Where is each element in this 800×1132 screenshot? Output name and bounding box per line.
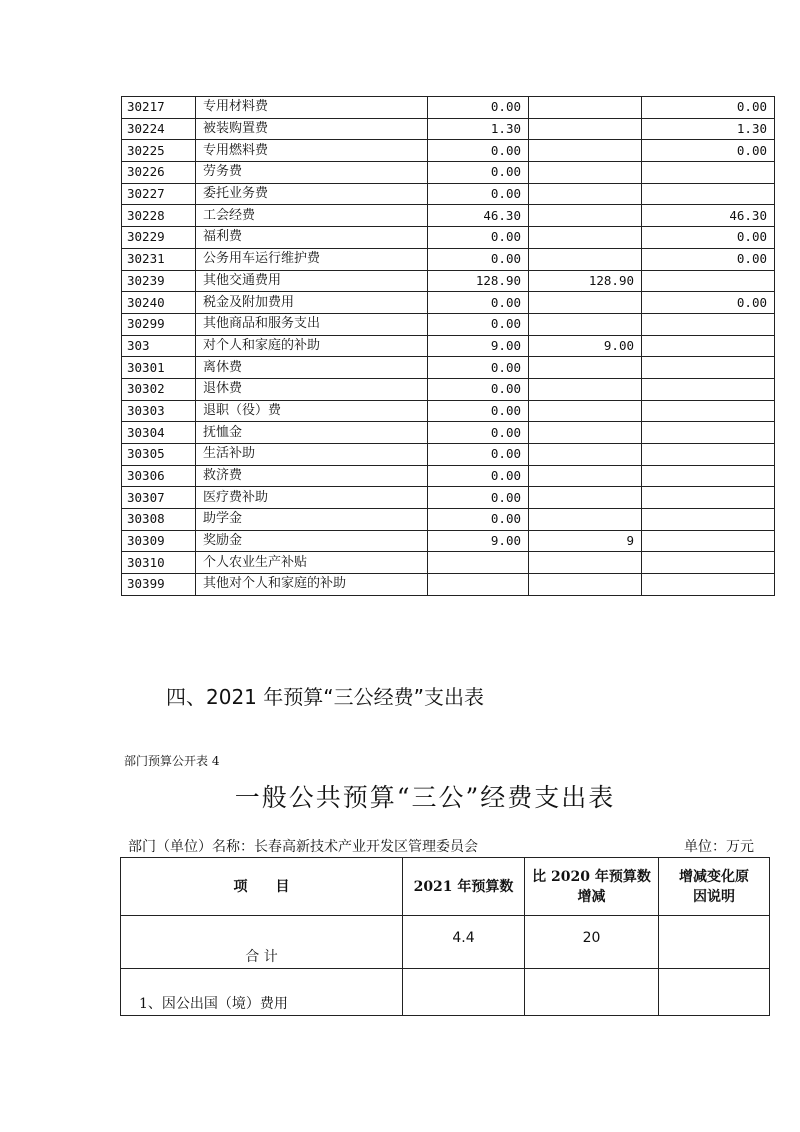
account-name: 工会经费 <box>196 205 428 227</box>
amount-total: 128.90 <box>428 270 529 292</box>
amount-total: 46.30 <box>428 205 529 227</box>
account-name: 退休费 <box>196 378 428 400</box>
amount-total <box>428 574 529 596</box>
account-code: 30224 <box>122 118 196 140</box>
amount-basic <box>529 378 642 400</box>
account-code: 30231 <box>122 248 196 270</box>
amount-total: 0.00 <box>428 509 529 531</box>
table-row <box>122 487 775 509</box>
account-code: 303 <box>122 335 196 357</box>
amount-basic <box>529 465 642 487</box>
account-code: 30239 <box>122 270 196 292</box>
amount-basic <box>529 574 642 596</box>
amount-total: 0.00 <box>428 422 529 444</box>
account-name: 委托业务费 <box>196 183 428 205</box>
account-name: 专用燃料费 <box>196 140 428 162</box>
amount-basic <box>529 292 642 314</box>
account-code: 30310 <box>122 552 196 574</box>
account-code: 30302 <box>122 378 196 400</box>
amount-project: 0.00 <box>642 227 775 249</box>
table-row <box>122 205 775 227</box>
account-name: 其他对个人和家庭的补助 <box>196 574 428 596</box>
table-row <box>122 292 775 314</box>
account-code: 30229 <box>122 227 196 249</box>
amount-basic <box>529 205 642 227</box>
amount-basic <box>529 400 642 422</box>
amount-basic <box>529 552 642 574</box>
total-label: 合 计 <box>245 949 278 965</box>
account-name: 福利费 <box>196 227 428 249</box>
table-row <box>122 227 775 249</box>
amount-project: 0.00 <box>642 248 775 270</box>
item-reason-cell <box>659 969 770 1016</box>
item-label-cell <box>121 969 403 1016</box>
table-row <box>122 422 775 444</box>
account-name: 专用材料费 <box>196 97 428 119</box>
account-code: 30228 <box>122 205 196 227</box>
amount-project: 0.00 <box>642 292 775 314</box>
item-change-cell <box>525 969 659 1016</box>
account-name: 救济费 <box>196 465 428 487</box>
amount-total: 0.00 <box>428 400 529 422</box>
amount-total: 0.00 <box>428 140 529 162</box>
form-title: 一般公共预算“三公”经费支出表 <box>234 783 616 812</box>
amount-total: 9.00 <box>428 530 529 552</box>
table-row <box>122 140 775 162</box>
account-name: 医疗费补助 <box>196 487 428 509</box>
account-code: 30307 <box>122 487 196 509</box>
account-code: 30227 <box>122 183 196 205</box>
account-name: 公务用车运行维护费 <box>196 248 428 270</box>
amount-basic <box>529 183 642 205</box>
account-name: 抚恤金 <box>196 422 428 444</box>
total-change-cell <box>525 916 659 969</box>
amount-total: 0.00 <box>428 227 529 249</box>
total-budget: 4.4 <box>452 930 475 946</box>
table-row <box>122 313 775 335</box>
account-code: 30217 <box>122 97 196 119</box>
total-reason-cell <box>659 916 770 969</box>
amount-total: 0.00 <box>428 465 529 487</box>
header-change: 比 2020 年预算数 增减 <box>525 858 659 916</box>
sangong-header-row <box>121 858 770 916</box>
sangong-item-row <box>121 969 770 1016</box>
amount-basic <box>529 357 642 379</box>
account-code: 30306 <box>122 465 196 487</box>
amount-basic: 128.90 <box>529 270 642 292</box>
amount-project <box>642 552 775 574</box>
amount-project <box>642 313 775 335</box>
account-name: 退职（役）费 <box>196 400 428 422</box>
amount-basic: 9 <box>529 530 642 552</box>
table-row <box>122 400 775 422</box>
account-name: 劳务费 <box>196 162 428 184</box>
amount-total: 0.00 <box>428 162 529 184</box>
amount-project <box>642 574 775 596</box>
account-name: 个人农业生产补贴 <box>196 552 428 574</box>
amount-basic <box>529 422 642 444</box>
header-reason: 增减变化原 因说明 <box>659 858 770 916</box>
amount-project: 0.00 <box>642 140 775 162</box>
amount-total: 9.00 <box>428 335 529 357</box>
sangong-total-row <box>121 916 770 969</box>
account-code: 30226 <box>122 162 196 184</box>
amount-basic <box>529 509 642 531</box>
amount-basic <box>529 162 642 184</box>
table-row <box>122 270 775 292</box>
account-code: 30225 <box>122 140 196 162</box>
amount-total: 0.00 <box>428 313 529 335</box>
department-name: 部门（单位）名称：长春高新技术产业开发区管理委员会 <box>128 839 478 855</box>
account-name: 生活补助 <box>196 444 428 466</box>
amount-basic <box>529 97 642 119</box>
item-budget-cell <box>403 969 525 1016</box>
amount-project <box>642 378 775 400</box>
amount-project <box>642 162 775 184</box>
table-row <box>122 357 775 379</box>
account-code: 30303 <box>122 400 196 422</box>
account-code: 30299 <box>122 313 196 335</box>
account-name: 奖励金 <box>196 530 428 552</box>
table-row <box>122 444 775 466</box>
amount-project <box>642 444 775 466</box>
amount-total: 1.30 <box>428 118 529 140</box>
account-code: 30304 <box>122 422 196 444</box>
amount-total <box>428 552 529 574</box>
account-code: 30240 <box>122 292 196 314</box>
account-code: 30301 <box>122 357 196 379</box>
account-name: 对个人和家庭的补助 <box>196 335 428 357</box>
table-row <box>122 335 775 357</box>
item-label: 1、因公出国（境）费用 <box>139 996 288 1012</box>
account-name: 助学金 <box>196 509 428 531</box>
amount-project <box>642 357 775 379</box>
table-row <box>122 118 775 140</box>
amount-basic <box>529 487 642 509</box>
amount-total: 0.00 <box>428 292 529 314</box>
amount-basic <box>529 444 642 466</box>
amount-project <box>642 487 775 509</box>
account-code: 30305 <box>122 444 196 466</box>
account-code: 30399 <box>122 574 196 596</box>
amount-total: 0.00 <box>428 357 529 379</box>
account-name: 被装购置费 <box>196 118 428 140</box>
amount-total: 0.00 <box>428 487 529 509</box>
amount-basic: 9.00 <box>529 335 642 357</box>
amount-project <box>642 335 775 357</box>
amount-project <box>642 400 775 422</box>
amount-total: 0.00 <box>428 183 529 205</box>
amount-total: 0.00 <box>428 378 529 400</box>
table-row <box>122 248 775 270</box>
table-row <box>122 509 775 531</box>
amount-basic <box>529 227 642 249</box>
table-row <box>122 183 775 205</box>
amount-project <box>642 509 775 531</box>
form-label: 部门预算公开表 4 <box>124 754 220 768</box>
amount-project <box>642 422 775 444</box>
total-budget-cell <box>403 916 525 969</box>
section-heading: 四、2021 年预算“三公经费”支出表 <box>166 685 484 709</box>
account-name: 税金及附加费用 <box>196 292 428 314</box>
amount-project: 1.30 <box>642 118 775 140</box>
amount-project <box>642 183 775 205</box>
amount-basic <box>529 313 642 335</box>
amount-total: 0.00 <box>428 248 529 270</box>
amount-project <box>642 465 775 487</box>
header-budget-2021: 2021 年预算数 <box>403 858 525 916</box>
amount-project: 0.00 <box>642 97 775 119</box>
table-row <box>122 465 775 487</box>
amount-project <box>642 270 775 292</box>
amount-basic <box>529 248 642 270</box>
amount-project: 46.30 <box>642 205 775 227</box>
account-code: 30308 <box>122 509 196 531</box>
expense-detail-table <box>121 96 775 596</box>
table-row <box>122 552 775 574</box>
amount-project <box>642 530 775 552</box>
table-row <box>122 378 775 400</box>
account-name: 其他商品和服务支出 <box>196 313 428 335</box>
total-change: 20 <box>582 930 601 946</box>
total-label-cell <box>121 916 403 969</box>
amount-total: 0.00 <box>428 444 529 466</box>
amount-total: 0.00 <box>428 97 529 119</box>
header-item: 项 目 <box>121 858 403 916</box>
table-row <box>122 574 775 596</box>
account-code: 30309 <box>122 530 196 552</box>
account-name: 离休费 <box>196 357 428 379</box>
account-name: 其他交通费用 <box>196 270 428 292</box>
sangong-table <box>120 857 770 1016</box>
amount-basic <box>529 140 642 162</box>
table-row <box>122 530 775 552</box>
table-row <box>122 162 775 184</box>
amount-basic <box>529 118 642 140</box>
unit-label: 单位：万元 <box>684 839 754 855</box>
table-row <box>122 97 775 119</box>
